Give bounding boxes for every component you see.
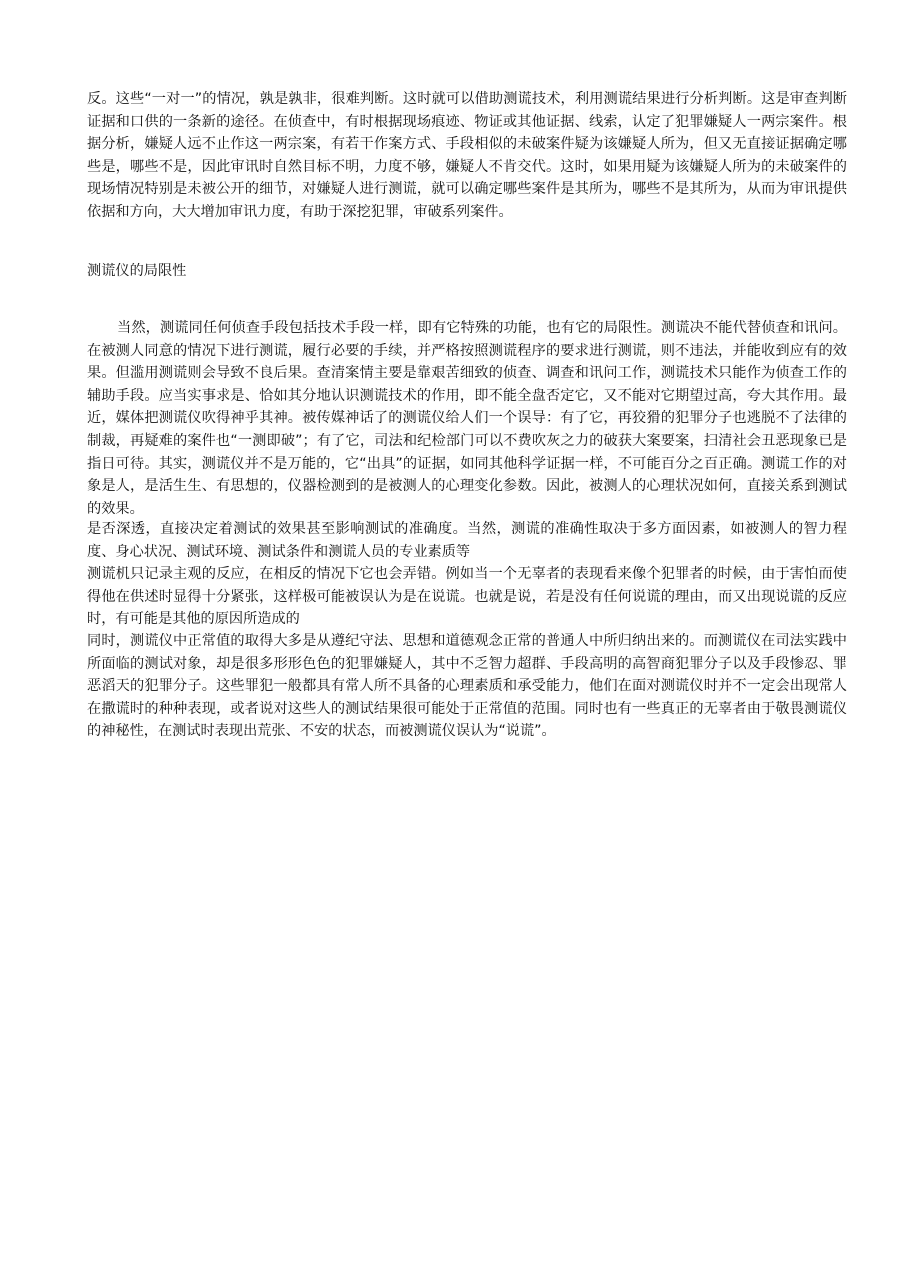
limitations-paragraph: 当然，测谎同任何侦查手段包括技术手段一样，即有它特殊的功能，也有它的局限性。测谎决不能代替侦查和讯问。在被测人同意的情况下进行测谎，履行必要的手续，并严格按照测谎程序的要求进行测谎，则不违法，并能收到应有的效果。但滥用测谎则会导致不良后果。查清案情主要是靠艰苦细致的侦查、调查和讯问工作，测谎技术只能作为侦查工作的辅助手段。应当实事求是、恰如其分地认识测谎技术的作用，即不能全盘否定它，又不能对它期望过高，夸大其作用。最近，媒体把测谎仪吹得神乎其神。被传媒神话了的测谎仪给人们一个误导：有了它，再狡猾的犯罪分子也逃脱不了法律的制裁，再疑难的案件也“一测即破”；有了它，司法和纪检部门可以不费吹灰之力的破获大案要案，扫清社会丑恶现象已是指日可待。其实，测谎仪并不是万能的，它“出具”的证据，如同其他科学证据一样，不可能百分之百正确。测谎工作的对象是人，是活生生、有思想的，仪器检测到的是被测人的心理变化参数。因此，被测人的心理状况如何，直接关系到测试的效果。 — [87, 320, 847, 517]
normal-values-paragraph: 同时，测谎仪中正常值的取得大多是从遵纪守法、思想和道德观念正常的普通人中所归纳出来的。而测谎仪在司法实践中所面临的测试对象，却是很多形形色色的犯罪嫌疑人，其中不乏智力超群、手段高明的高智商犯罪分子以及手段惨忍、罪恶滔天的犯罪分子。这些罪犯一般都具有常人所不具备的心理素质和承受能力，他们在面对测谎仪时并不一定会出现常人在撒谎时的种种表现，或者说对这些人的测试结果很可能处于正常值的范围。同时也有一些真正的无辜者由于敬畏测谎仪的神秘性，在测试时表现出荒张、不安的状态，而被测谎仪误认为“说谎”。 — [87, 633, 847, 740]
section-heading: 测谎仪的局限性 — [87, 263, 187, 279]
intro-paragraph: 反。这些“一对一”的情况，孰是孰非，很难判断。这时就可以借助测谎技术，利用测谎结果进行分析判断。这是审查判断证据和口供的一条新的途径。在侦查中，有时根据现场痕迹、物证或其他证据、线索，认定了犯罪嫌疑人一两宗案件。根据分析，嫌疑人远不止作这一两宗案，有若干作案方式、手段相似的未破案件疑为该嫌疑人所为，但又无直接证据确定哪些是，哪些不是，因此审讯时自然目标不明，力度不够，嫌疑人不肯交代。这时，如果用疑为该嫌疑人所为的未破案件的现场情况特别是未被公开的细节，对嫌疑人进行测谎，就可以确定哪些案件是其所为，哪些不是其所为，从而为审讯提供依据和方向，大大增加审讯力度，有助于深挖犯罪，审破系列案件。 — [87, 91, 847, 220]
subjective-reaction-paragraph: 测谎机只记录主观的反应，在相反的情况下它也会弄错。例如当一个无辜者的表现看来像个犯罪者的时候，由于害怕而使得他在供述时显得十分紧张，这样极可能被误认为是在说谎。也就是说，若是没有任何说谎的理由，而又出现说谎的反应时，有可能是其他的原因所造成的 — [87, 566, 847, 628]
accuracy-factors-paragraph: 是否深透，直接决定着测试的效果甚至影响测试的准确度。当然，测谎的准确性取决于多方面因素，如被测人的智力程度、身心状况、测试环境、测试条件和测谎人员的专业素质等 — [87, 521, 847, 560]
